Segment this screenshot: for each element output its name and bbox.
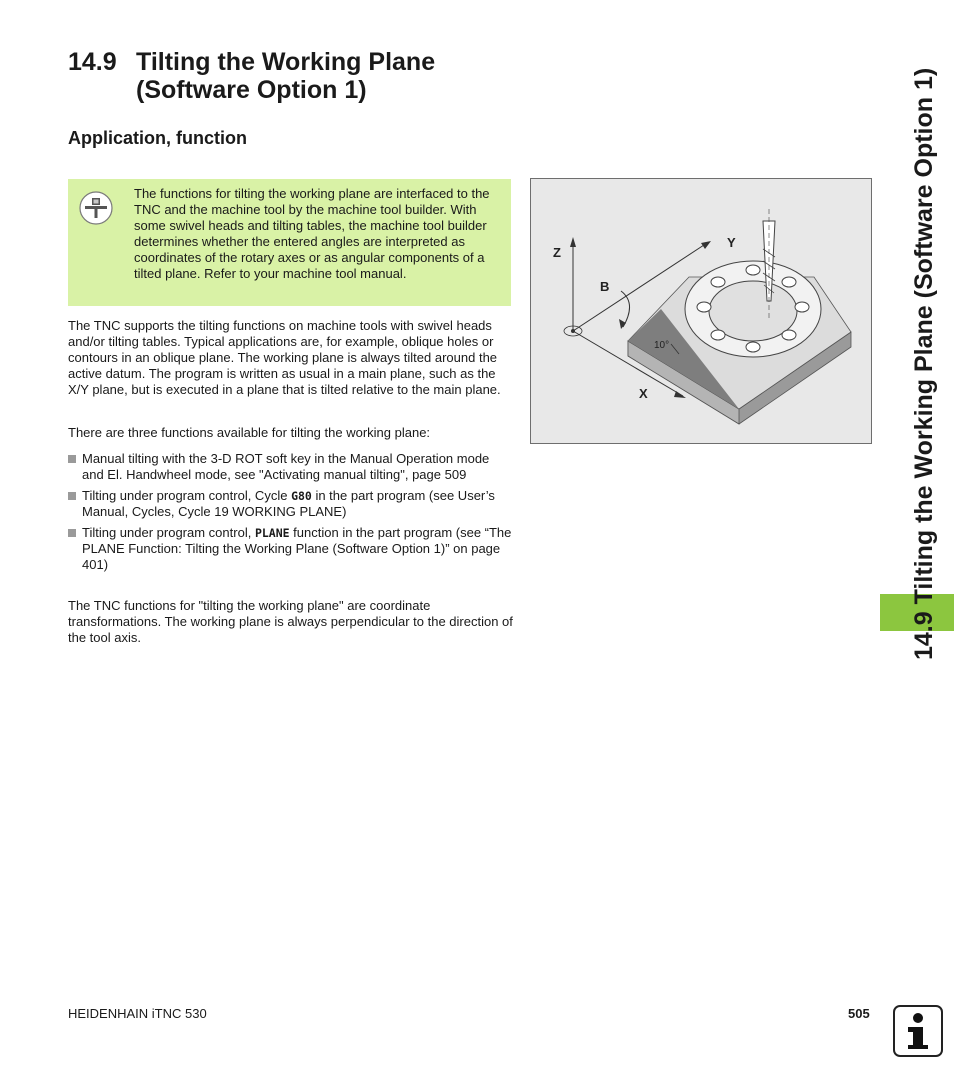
cycle-code: G80 (291, 489, 312, 503)
bullet-text: Tilting under program control, (82, 525, 255, 540)
plane-code: PLANE (254, 526, 290, 540)
tilting-functions-list (68, 451, 513, 578)
tilt-angle-label: 10° (654, 340, 670, 351)
tilted-plane-figure (530, 178, 872, 444)
section-number: 14.9 (68, 48, 117, 76)
page-number: 505 (848, 1006, 870, 1021)
page-title (68, 48, 435, 104)
bullet-square-icon (68, 455, 76, 463)
bullet-text: function in the part program (see “The PLANE Function: Tilting the Working Plane (Software Option 1)” on page 401) (82, 525, 512, 572)
bullet-text: Tilting under program control, Cycle (82, 488, 292, 503)
machine-note-box (68, 179, 511, 306)
axis-label-z: Z (553, 245, 561, 260)
list-item (68, 525, 513, 573)
axis-label-x: X (639, 386, 648, 401)
footer-manual-title: HEIDENHAIN iTNC 530 (68, 1006, 207, 1021)
list-item (68, 451, 513, 483)
list-item (68, 488, 513, 520)
title-line-2: (Software Option 1) (136, 76, 367, 104)
section-subheading: Application, function (68, 128, 247, 148)
title-line-1: Tilting the Working Plane (136, 48, 436, 76)
axis-label-y: Y (727, 235, 736, 250)
paragraph-transformations: The TNC functions for "tilting the working plane" are coordinate transformations. The working plane is always perpendicular to the direction of the tool axis. (68, 598, 513, 645)
bullet-square-icon (68, 492, 76, 500)
side-section-title: 14.9 Tilting the Working Plane (Software Option 1) (910, 67, 938, 660)
info-icon (893, 1005, 943, 1057)
note-text: The functions for tilting the working plane are interfaced to the TNC and the machine tool by the machine tool builder. With some swivel heads and tilting tables, the machine tool builder determines whether the entered angles are interpreted as coordinates of the rotary axes or as angular components of a tilted plane. Refer to your machine tool manual. (134, 186, 490, 281)
axis-label-b: B (600, 279, 610, 294)
paragraph-functions: There are three functions available for tilting the working plane: (68, 425, 431, 440)
machine-tool-icon (79, 191, 113, 225)
paragraph-intro: The TNC supports the tilting functions on machine tools with swivel heads and/or tilting tables. Typical applications are, for example, oblique holes or contours in an oblique plane. The working plane is always tilted around the active datum. The program is written as usual in a main plane, such as the X/Y plane, but is executed in a plane that is tilted relative to the main plane. (68, 318, 501, 397)
tilted-plane-illustration (531, 179, 871, 443)
bullet-square-icon (68, 529, 76, 537)
bullet-text: in the part program (see User’s Manual, Cycles, Cycle 19 WORKING PLANE) (82, 488, 495, 519)
bullet-text: Manual tilting with the 3-D ROT soft key in the Manual Operation mode and El. Handwheel mode, see "Activating manual tilting", page 509 (82, 451, 490, 482)
